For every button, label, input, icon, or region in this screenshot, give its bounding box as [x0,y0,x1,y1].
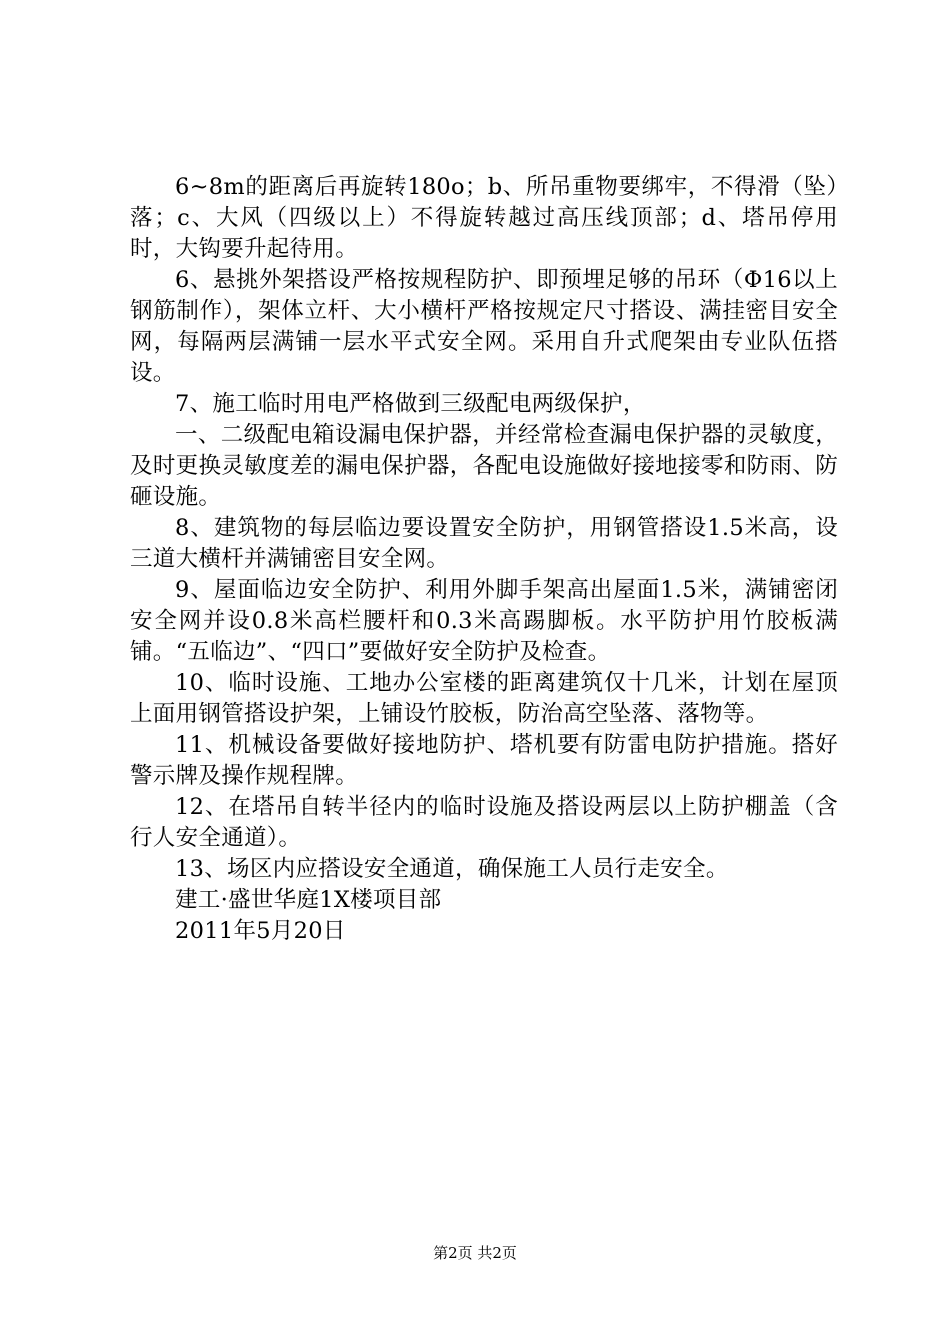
paragraph-7-electricity: 7、施工临时用电严格做到三级配电两级保护， [175,391,646,417]
paragraph-12-crane-radius: 12、在塔吊自转半径内的临时设施及搭设两层以上防护棚盖（含行人安全通道）。 [130,794,838,851]
paragraph-10-temporary-facilities: 10、临时设施、工地办公室楼的距离建筑仅十几米，计划在屋顶上面用钢管搭设护架，上铺设竹胶板，防治高空坠落、落物等。 [130,670,838,727]
paragraph-6-scaffold: 6、悬挑外架搭设严格按规程防护、即预埋足够的吊环（Φ16以上钢筋制作），架体立杆、大小横杆严格按规定尺寸搭设、满挂密目安全网，每隔两层满铺一层水平式安全网。采用自升式爬架由专业队伍搭设。 [130,267,838,386]
paragraph-11-machinery: 11、机械设备要做好接地防护、塔机要有防雷电防护措施。搭好警示牌及操作规程牌。 [130,732,838,789]
page-number: 第2页 共2页 [433,1244,517,1262]
paragraph-9-roof-edge: 9、屋面临边安全防护、利用外脚手架高出屋面1.5米，满铺密闭安全网并设0.8米高栏腰杆和0.3米高踢脚板。水平防护用竹胶板满铺。“五临边”、“四口”要做好安全防护及检查。 [130,577,838,665]
paragraph-8-edge-protection: 8、建筑物的每层临边要设置安全防护，用钢管搭设1.5米高，设三道大横杆并满铺密目安全网。 [130,515,838,572]
paragraph-7-distribution-box: 一、二级配电箱设漏电保护器，并经常检查漏电保护器的灵敏度，及时更换灵敏度差的漏电保护器，各配电设施做好接地接零和防雨、防砸设施。 [130,422,838,510]
document-body [130,172,838,947]
paragraph-13-safe-passage: 13、场区内应搭设安全通道，确保施工人员行走安全。 [175,856,729,882]
paragraph-crane-rules: 6~8m的距离后再旋转180o；b、所吊重物要绑牢，不得滑（坠）落；c、大风（四级以上）不得旋转越过高压线顶部；d、塔吊停用时，大钩要升起待用。 [130,174,838,262]
page-footer [0,1243,950,1263]
signature-organization: 建工·盛世华庭1X楼项目部 [175,887,442,913]
signature-date: 2011年5月20日 [175,918,346,944]
